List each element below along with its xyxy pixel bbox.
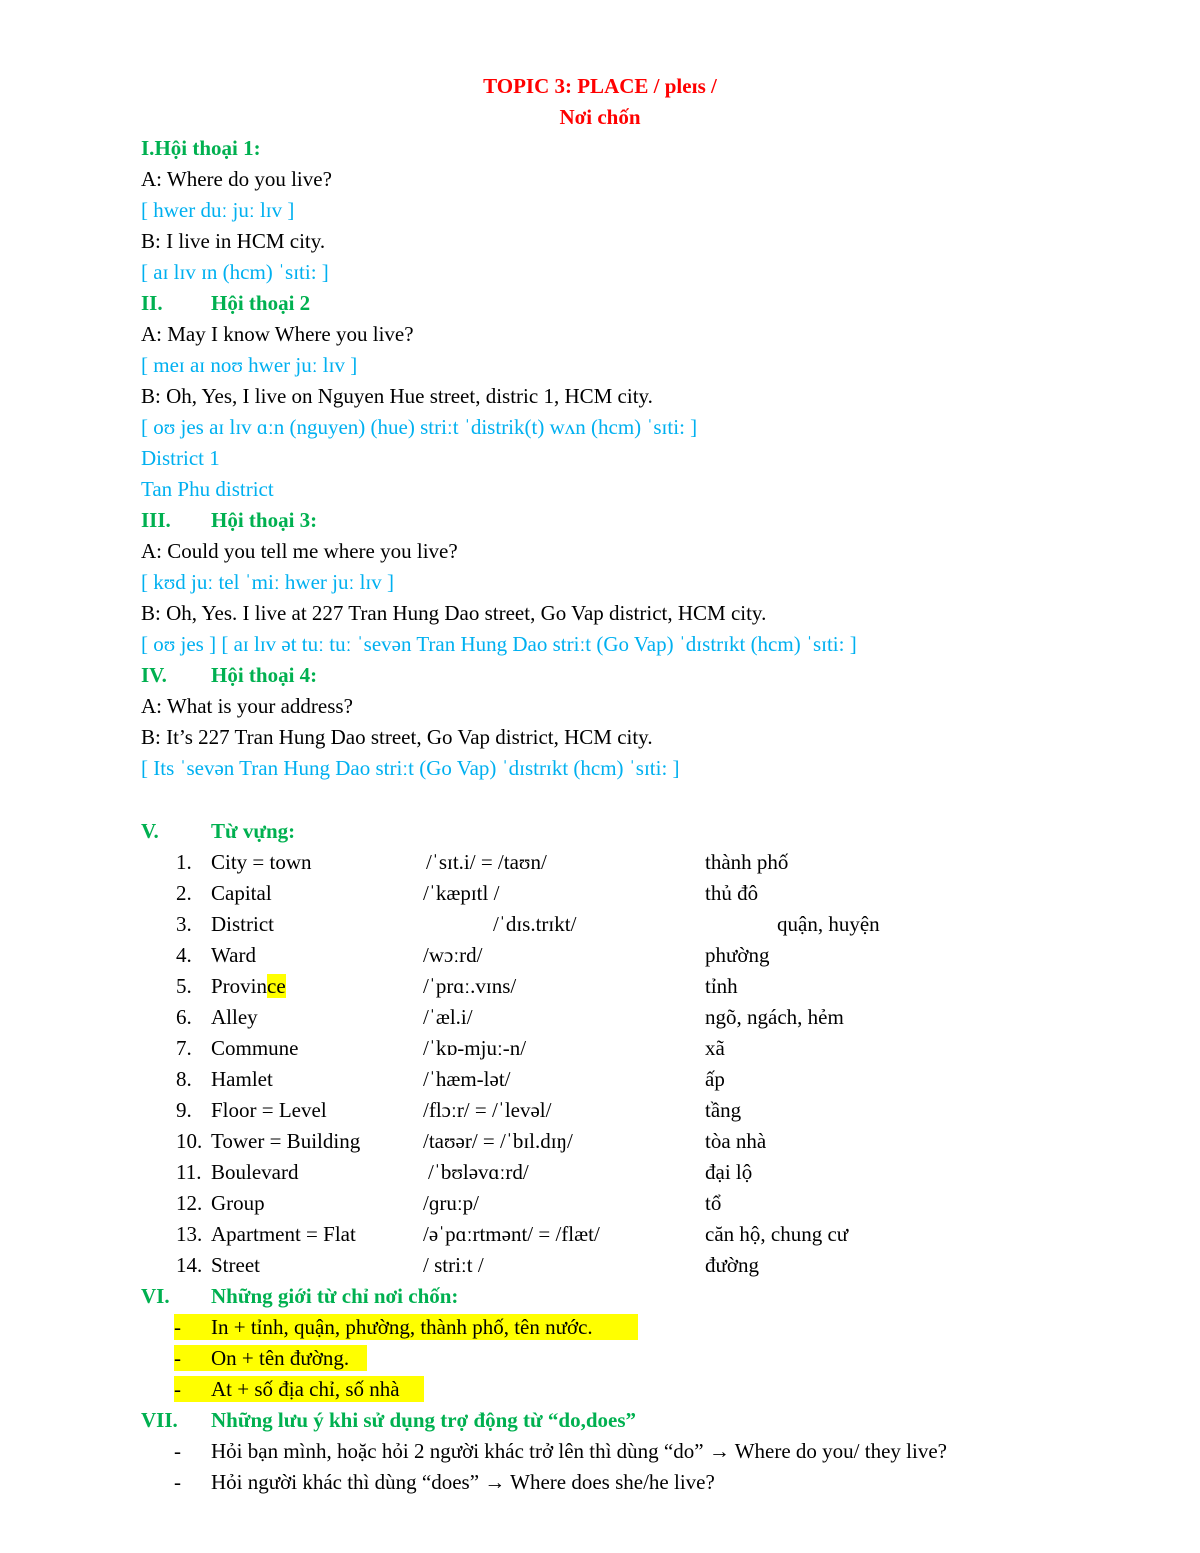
vocab-word: Group	[211, 1191, 265, 1215]
ipa-line: [ hwer duː juː lɪv ]	[141, 198, 295, 222]
highlighted-suffix: ce	[267, 974, 286, 998]
vocab-number: 12.	[176, 1191, 203, 1215]
vocab-ipa: /ˈæl.i/	[423, 1005, 473, 1029]
vocab-number: 11.	[176, 1160, 202, 1184]
note-text	[211, 1438, 947, 1464]
page-title: TOPIC 3: PLACE / pleɪs /	[483, 74, 717, 98]
note-text-a: Hỏi người khác thì dùng “does”	[211, 1470, 480, 1494]
vocab-ipa: /ˈsɪt.i/ = /taʊn/	[426, 850, 547, 874]
vocab-word	[211, 973, 286, 999]
note-text-a: Hỏi bạn mình, hoặc hỏi 2 người khác trở lên thì dùng “do”	[211, 1439, 704, 1463]
vocab-meaning: đại lộ	[705, 1160, 753, 1184]
vocab-meaning: ấp	[705, 1067, 725, 1091]
vocab-word: Apartment = Flat	[211, 1222, 356, 1246]
section-7-title: Những lưu ý khi sử dụng trợ động từ “do,does”	[211, 1408, 636, 1432]
dialogue-line: B: Oh, Yes, I live on Nguyen Hue street, distric 1, HCM city.	[141, 384, 653, 408]
page-subtitle: Nơi chốn	[559, 105, 641, 129]
vocab-word: Boulevard	[211, 1160, 299, 1184]
vocab-meaning: xã	[705, 1036, 725, 1060]
note-item	[174, 1469, 181, 1495]
vocab-ipa: /taʊər/ = /ˈbɪl.dɪŋ/	[423, 1129, 573, 1153]
bullet-dash: -	[174, 1470, 181, 1494]
bullet-dash: -	[174, 1439, 181, 1463]
section-7-number: VII.	[141, 1408, 178, 1432]
vocab-meaning: tổ	[705, 1191, 722, 1215]
vocab-ipa: /ɡruːp/	[423, 1191, 479, 1215]
vocab-meaning: phường	[705, 943, 770, 967]
vocab-word: Tower = Building	[211, 1129, 361, 1153]
ipa-line: [ meɪ aɪ noʊ hwer juː lɪv ]	[141, 353, 358, 377]
example-line: Tan Phu district	[141, 477, 274, 501]
note-text-b: Where does she/he live?	[510, 1470, 715, 1494]
preposition-item	[174, 1345, 367, 1371]
section-2-number: II.	[141, 291, 163, 315]
vocab-ipa: /ˈprɑː.vɪns/	[423, 974, 517, 998]
dialogue-line: B: I live in HCM city.	[141, 229, 326, 253]
section-1-heading	[141, 135, 261, 161]
vocab-word: Capital	[211, 881, 272, 905]
vocab-meaning: tầng	[705, 1098, 742, 1122]
section-6-title: Những giới từ chỉ nơi chốn:	[211, 1284, 459, 1308]
vocab-number: 4.	[176, 943, 192, 967]
ipa-line: [ oʊ jes aɪ lɪv ɑːn (nguyen) (hue) striːt ˈdistrik(t) wʌn (hcm) ˈsɪti: ]	[141, 415, 698, 439]
note-item	[174, 1438, 181, 1464]
vocab-ipa: /ˈkæpɪtl /	[423, 881, 500, 905]
vocab-word: City = town	[211, 850, 312, 874]
vocab-meaning: căn hộ, chung cư	[705, 1222, 849, 1246]
vocab-word: Alley	[211, 1005, 258, 1029]
vocab-ipa: /wɔːrd/	[423, 943, 483, 967]
vocab-word: Street	[211, 1253, 260, 1277]
ipa-line: [ Its ˈsevən Tran Hung Dao striːt (Go Vap) ˈdɪstrɪkt (hcm) ˈsɪti: ]	[141, 756, 680, 780]
vocab-number: 2.	[176, 881, 192, 905]
arrow-icon: →	[484, 1470, 506, 1494]
vocab-number: 10.	[176, 1129, 203, 1153]
vocab-ipa: / striːt /	[423, 1253, 484, 1277]
vocab-number: 14.	[176, 1253, 203, 1277]
section-3-number: III.	[141, 508, 171, 532]
section-3-title: Hội thoại 3:	[211, 508, 318, 532]
dialogue-line: A: Where do you live?	[141, 167, 332, 191]
preposition-text: At + số địa chỉ, số nhà	[211, 1377, 400, 1401]
dialogue-line: A: What is your address?	[141, 694, 353, 718]
bullet-dash: -	[174, 1346, 181, 1370]
vocab-meaning: thành phố	[705, 850, 789, 874]
ipa-line: [ aɪ lɪv ɪn (hcm) ˈsɪti: ]	[141, 260, 329, 284]
vocab-ipa: /ˈhæm-lət/	[423, 1067, 511, 1091]
section-number: I.	[141, 136, 155, 160]
example-line: District 1	[141, 446, 220, 470]
dialogue-line: B: It’s 227 Tran Hung Dao street, Go Vap district, HCM city.	[141, 725, 653, 749]
note-text	[211, 1469, 715, 1495]
vocab-number: 6.	[176, 1005, 192, 1029]
vocab-number: 3.	[176, 912, 192, 936]
bullet-dash: -	[174, 1315, 181, 1339]
dialogue-line: A: Could you tell me where you live?	[141, 539, 458, 563]
vocab-meaning: ngõ, ngách, hẻm	[705, 1005, 844, 1029]
preposition-item	[174, 1314, 638, 1340]
vocab-number: 9.	[176, 1098, 192, 1122]
vocab-ipa: /ˈdɪs.trɪkt/	[493, 912, 577, 936]
arrow-icon: →	[708, 1439, 730, 1463]
preposition-item	[174, 1376, 424, 1402]
vocab-ipa: /flɔːr/ = /ˈlevəl/	[423, 1098, 552, 1122]
vocab-meaning: tỉnh	[705, 974, 738, 998]
vocab-meaning: tòa nhà	[705, 1129, 767, 1153]
vocab-number: 13.	[176, 1222, 203, 1246]
section-2-title: Hội thoại 2	[211, 291, 311, 315]
vocab-ipa: /ˈbʊləvɑːrd/	[428, 1160, 529, 1184]
ipa-line: [ oʊ jes ] [ aɪ lɪv ət tuː tuː ˈsevən Tran Hung Dao striːt (Go Vap) ˈdɪstrɪkt (hcm) ˈsɪti: ]	[141, 632, 857, 656]
vocab-word: Commune	[211, 1036, 299, 1060]
vocab-number: 7.	[176, 1036, 192, 1060]
section-5-title: Từ vựng:	[211, 819, 296, 843]
section-4-number: IV.	[141, 663, 167, 687]
vocab-word: District	[211, 912, 274, 936]
preposition-text: On + tên đường.	[211, 1346, 350, 1370]
vocab-ipa: /ˈkɒ-mjuː-n/	[423, 1036, 527, 1060]
vocab-meaning: thủ đô	[705, 881, 759, 905]
section-title: Hội thoại 1:	[154, 136, 261, 160]
vocab-number: 8.	[176, 1067, 192, 1091]
dialogue-line: A: May I know Where you live?	[141, 322, 414, 346]
section-5-number: V.	[141, 819, 159, 843]
preposition-text: In + tỉnh, quận, phường, thành phố, tên nước.	[211, 1315, 593, 1339]
section-6-number: VI.	[141, 1284, 170, 1308]
vocab-meaning: quận, huyện	[777, 912, 880, 936]
vocab-ipa: /əˈpɑːrtmənt/ = /flæt/	[423, 1222, 600, 1246]
note-text-b: Where do you/ they live?	[734, 1439, 947, 1463]
vocab-meaning: đường	[705, 1253, 759, 1277]
vocab-word: Floor = Level	[211, 1098, 327, 1122]
bullet-dash: -	[174, 1377, 181, 1401]
vocab-word: Hamlet	[211, 1067, 273, 1091]
vocab-number: 1.	[176, 850, 192, 874]
vocab-word-part: Provin	[211, 974, 268, 998]
vocab-word: Ward	[211, 943, 256, 967]
dialogue-line: B: Oh, Yes. I live at 227 Tran Hung Dao street, Go Vap district, HCM city.	[141, 601, 767, 625]
vocab-number: 5.	[176, 974, 192, 998]
section-4-title: Hội thoại 4:	[211, 663, 318, 687]
ipa-line: [ kʊd juː tel ˈmiː hwer juː lɪv ]	[141, 570, 394, 594]
